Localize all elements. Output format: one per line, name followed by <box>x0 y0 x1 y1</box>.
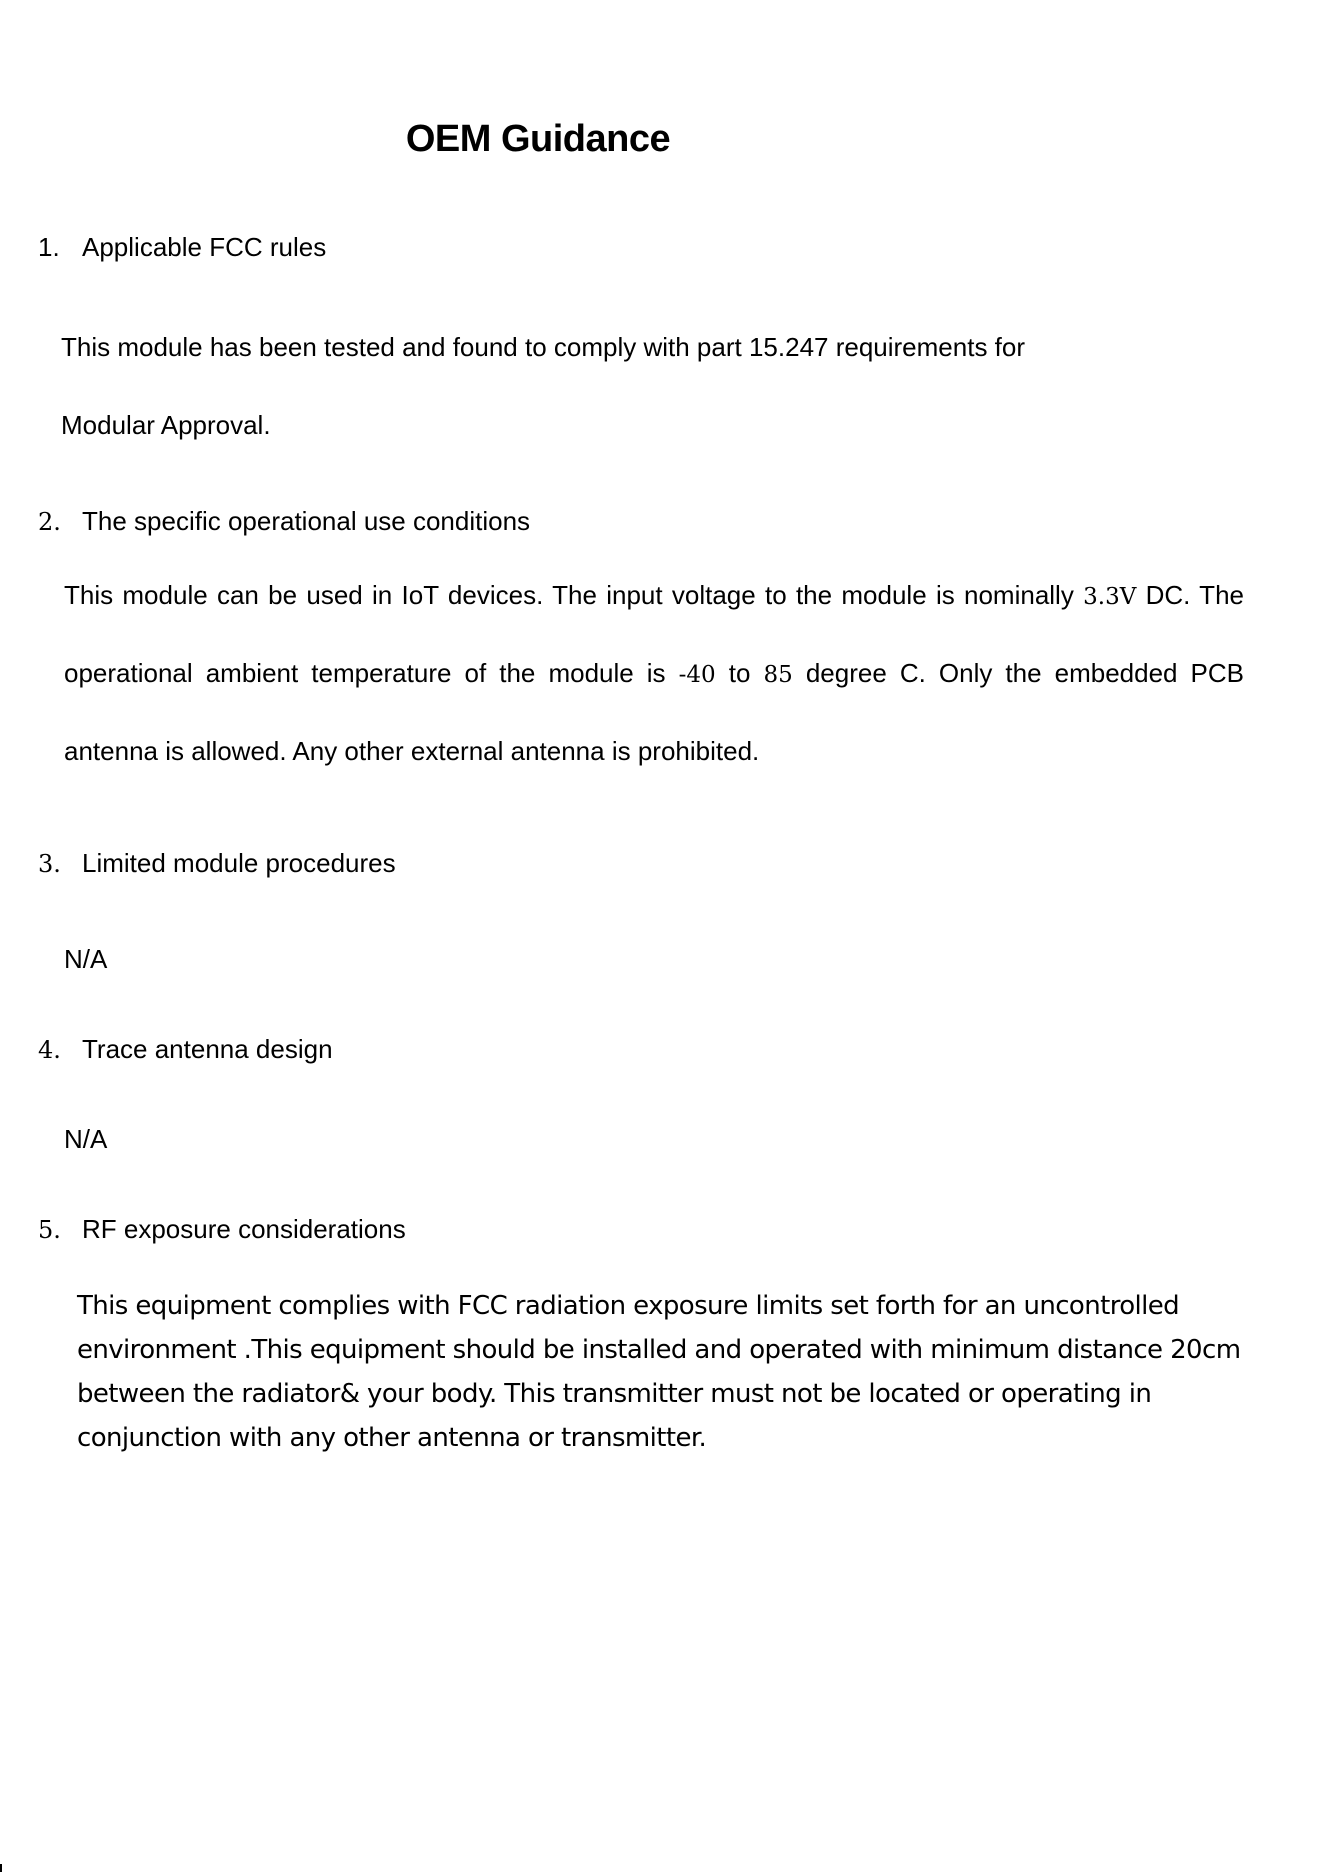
section-5-title: RF exposure considerations <box>82 1214 406 1244</box>
section-5-body-line: conjunction with any other antenna or transmitter. <box>77 1423 707 1453</box>
section-2-text: DC. The <box>1136 580 1244 610</box>
section-3-body: N/A <box>64 944 108 974</box>
section-5-number: 5. <box>38 1216 61 1244</box>
section-4-title: Trace antenna design <box>82 1034 333 1064</box>
input-voltage-value: 3.3V <box>1083 584 1137 610</box>
section-2-title: The specific operational use conditions <box>82 506 531 536</box>
min-temperature-value: -40 <box>678 662 716 688</box>
section-5-body <box>77 1284 1247 1460</box>
section-2-body-line-1 <box>64 580 1244 611</box>
section-2-number: 2. <box>38 508 61 536</box>
section-2-body-line-2 <box>64 658 1244 689</box>
section-2-text: to <box>715 658 764 688</box>
section-2-body-line-3: antenna is allowed. Any other external antenna is prohibited. <box>64 736 760 766</box>
section-3-heading <box>38 848 396 879</box>
section-2-text: This module can be used in IoT devices. The input voltage to the module is nominally <box>64 580 1084 610</box>
section-5-body-line: between the radiator& your body. This transmitter must not be located or operating in <box>77 1379 1152 1409</box>
section-5-heading <box>38 1214 406 1245</box>
section-2-text: degree C. Only the embedded PCB <box>792 658 1245 688</box>
max-temperature-value: 85 <box>763 662 793 688</box>
section-4-number: 4. <box>38 1036 61 1064</box>
section-1-heading <box>38 232 326 263</box>
page-title: OEM Guidance <box>405 118 671 160</box>
section-1-title: Applicable FCC rules <box>82 232 327 262</box>
section-4-heading <box>38 1034 333 1065</box>
section-4-body: N/A <box>64 1124 108 1154</box>
section-5-body-line: environment .This equipment should be installed and operated with minimum distance 20cm <box>77 1335 1241 1365</box>
page-edge-mark <box>0 1864 2 1872</box>
section-2-text: operational ambient temperature of the module is <box>64 658 679 688</box>
section-1-body-line-1: This module has been tested and found to comply with part 15.247 requirements for <box>61 332 1026 362</box>
section-5-body-line: This equipment complies with FCC radiation exposure limits set forth for an uncontrolled <box>77 1291 1180 1321</box>
section-1-body-line-2: Modular Approval. <box>61 410 271 440</box>
section-2-heading <box>38 506 530 537</box>
section-3-title: Limited module procedures <box>82 848 396 878</box>
section-1-number: 1. <box>38 232 60 262</box>
section-3-number: 3. <box>38 850 61 878</box>
